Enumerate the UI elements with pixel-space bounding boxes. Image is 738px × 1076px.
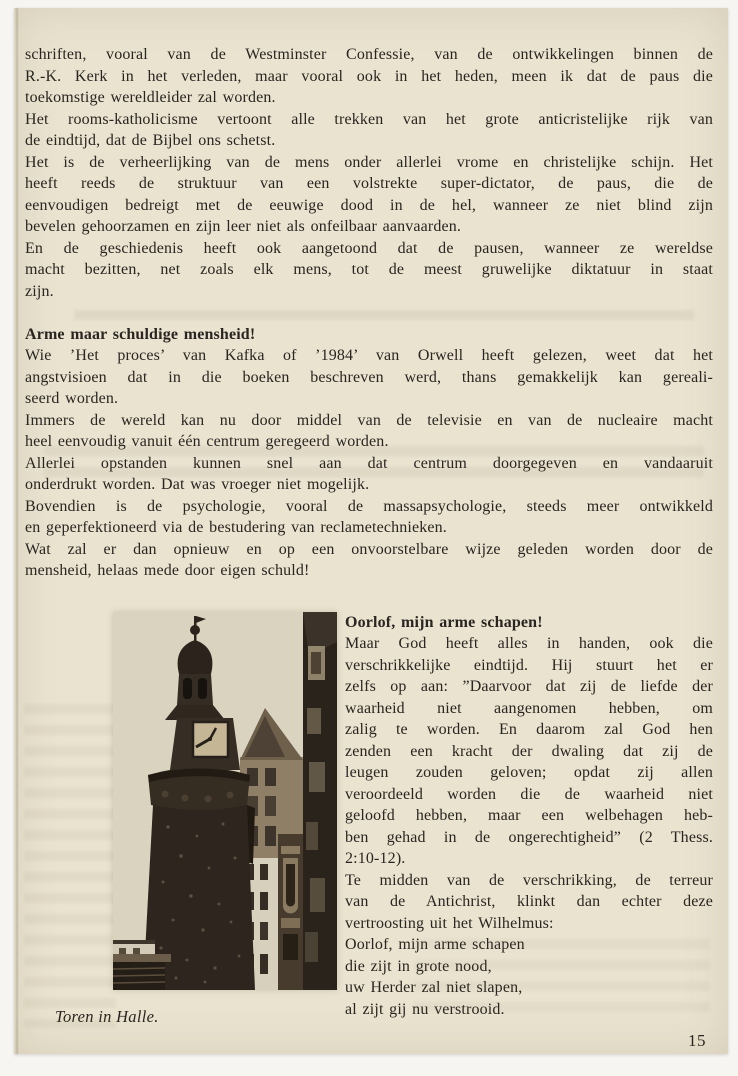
text-line: leugen zouden geloven; opdat zij allen [345,764,713,781]
text-line: al zijt gij nu verstrooid. [345,1000,505,1018]
paragraph [25,238,713,303]
text-line: Het is de verheerlijking van de mens onder allerlei vrome en christelijke schijn. Het [25,153,713,171]
text-line: angstvisioen dat in die boeken beschreven werd, thans gemakkelijk kan gereali- [25,368,713,386]
text-line: Wat zal er dan opnieuw en op een onvoorstelbare wijze geleden worden door de [25,540,713,558]
text-line: Oorlof, mijn arme schapen [345,936,525,953]
main-text-column [25,44,713,582]
two-column-section [25,612,713,1028]
paragraph [345,870,713,935]
text-line: geloofd hebben, maar een welbehagen heb- [345,807,713,824]
page-content [14,8,728,1051]
text-line: eenvoudigen bedreigt met de eeuwige dood in de hel, wanneer ze niet blind zijn [25,196,713,214]
text-line: Te midden van de verschrikking, de terreur [345,871,713,889]
text-line: R.-K. Kerk in het verleden, maar vooral ook in het heden, meen ik dat de paus die [25,67,713,85]
text-line: Maar God heeft alles in handen, ook die [345,635,713,652]
text-line: Bovendien is de psychologie, vooral de massapsychologie, steeds meer ontwikkeld [25,497,713,515]
text-line: en geperfektioneerd via de bestudering van reclametechnieken. [25,519,447,536]
text-line: Allerlei opstanden kunnen snel aan dat centrum doorgegeven en vandaaruit [25,454,713,472]
text-line: zalig te worden. En daarom zal God hen [345,721,713,738]
bay-window-building [278,834,303,990]
text-line: zijn. [25,282,54,300]
paragraph [25,152,713,238]
right-text-column [345,612,713,1028]
text-line: toekomstige wereldleider zal worden. [25,89,276,106]
photo-caption: Toren in Halle. [55,1006,159,1026]
paragraph [25,539,713,582]
paragraph [345,633,713,870]
text-line: die zijt in grote nood, [345,957,492,975]
photo-column [25,612,337,1028]
text-line: zenden een kracht der dwaling dat zij de [345,742,713,760]
text-line: zelfs op aan: ”Daarvoor dat zij de liefde der [345,678,713,695]
section-heading: Arme maar schuldige mensheid! [25,325,256,343]
text-line: schriften, vooral van de Westminster Confessie, van de ontwikkelingen binnen de [25,46,713,63]
text-line: mensheid, helaas mede door eigen schuld! [25,562,310,579]
text-line: ben gehad in de ongerechtigheid” (2 Thess. [345,828,713,846]
tower-photo-illustration [113,612,337,990]
paragraph [25,109,713,152]
paragraph [25,345,713,410]
text-line: macht bezitten, net zoals elk mens, tot de meest gruwelijke diktatuur in staat [25,261,713,278]
text-line: heel eenvoudig vanuit één centrum geregeerd worden. [25,433,389,450]
text-line: seerd worden. [25,390,119,407]
paragraph [25,496,713,539]
text-line: Immers de wereld kan nu door middel van de televisie en van de nucleaire macht [25,411,713,429]
text-line: onderdrukt worden. Dat was vroeger niet mogelijk. [25,476,370,493]
text-line: van de Antichrist, klinkt dan echter deze [345,893,713,910]
section-heading: Oorlof, mijn arme schapen! [345,613,543,631]
text-line: waarheid niet aangenomen hebben, om [345,699,713,717]
text-line: En de geschiedenis heeft ook aangetoond dat de pausen, wanneer ze wereldse [25,239,713,257]
paragraph [25,453,713,496]
text-line: veroordeeld worden die de waarheid niet [345,785,713,803]
tower-photo [113,612,337,990]
text-line: uw Herder zal niet slapen, [345,979,523,996]
right-building [303,612,337,990]
text-line: vertroosting uit het Wilhelmus: [345,914,554,932]
page-number: 15 [688,1031,706,1050]
paragraph [25,44,713,109]
text-line: verschrikkelijke eindtijd. Hij stuurt het er [345,656,713,674]
text-line: de eindtijd, dat de Bijbel ons schetst. [25,132,276,149]
paragraph [25,410,713,453]
text-line: Wie ’Het proces’ van Kafka of ’1984’ van Orwell heeft gelezen, weet dat het [25,347,713,364]
text-line: 2:10-12). [345,850,406,867]
book-page [14,8,728,1054]
text-line: heeft reeds de struktuur van een volstrekte super-dictator, de paus, die de [25,175,713,192]
poem [345,934,713,1020]
text-line: Het rooms-katholicisme vertoont alle trekken van het grote anticristelijke rijk van [25,110,713,128]
text-line: bevelen gehoorzamen en zijn leer niet als onfeilbaar aanvaarden. [25,218,462,235]
